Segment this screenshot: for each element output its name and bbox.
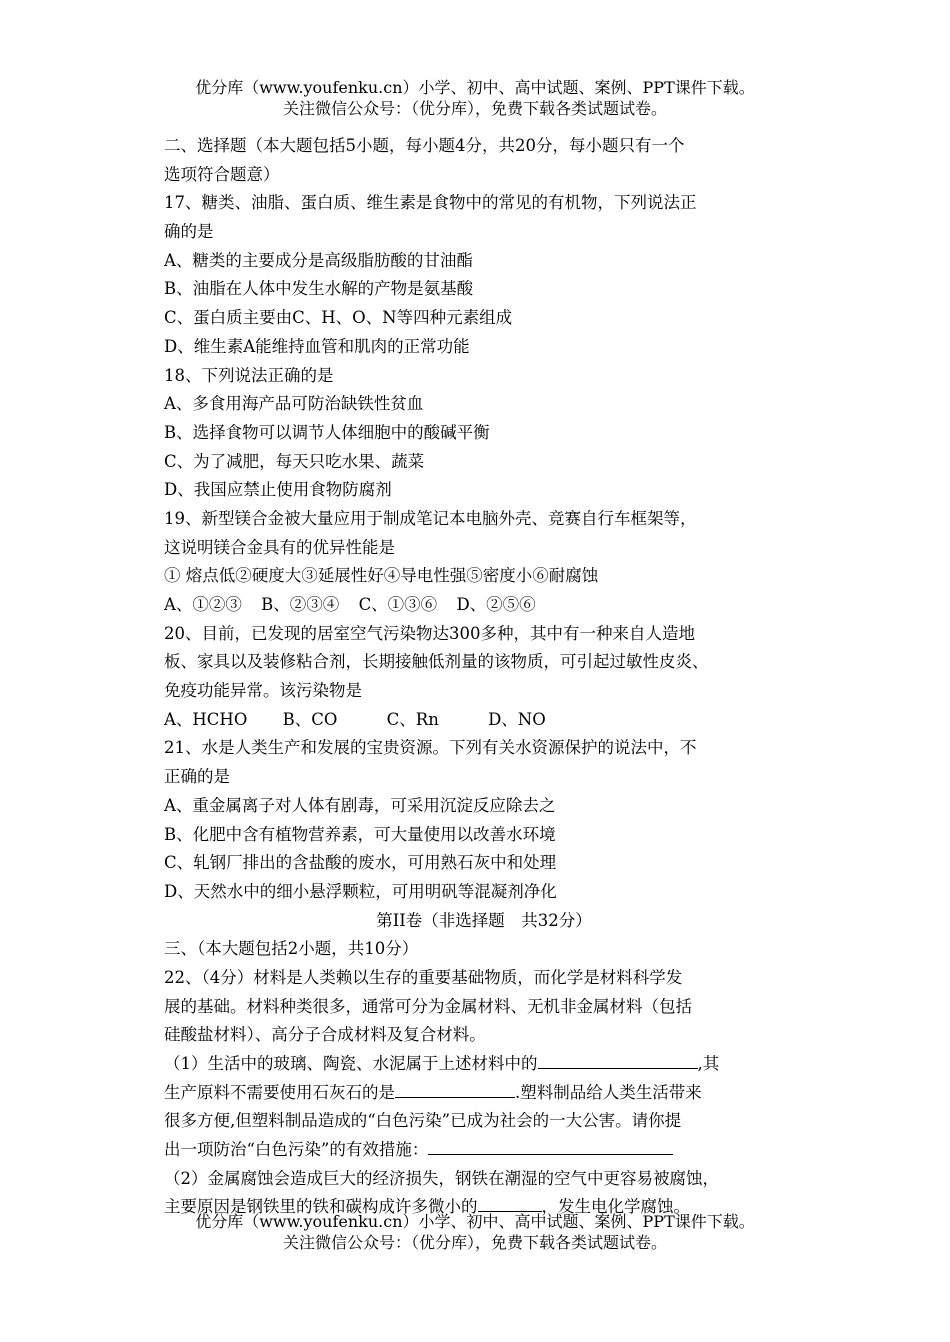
q19-properties: ① 熔点低②硬度大③延展性好④导电性强⑤密度小⑥耐腐蚀 [164, 566, 599, 586]
part-2-title: 第II卷（非选择题 共32分） [376, 910, 592, 930]
footer-line-2: 关注微信公众号：（优分库），免费下载各类试题试卷。 [282, 1233, 667, 1252]
q20-stem-cont-2: 免疫功能异常。该污染物是 [164, 681, 362, 701]
q21-option-c: C、轧钢厂排出的含盐酸的废水，可用熟石灰中和处理 [164, 853, 557, 873]
exam-body [164, 132, 804, 1222]
q21-stem-cont: 正确的是 [164, 767, 230, 787]
q19-options [164, 591, 804, 620]
q20-option-d: D、NO [488, 709, 546, 729]
q20-option-c: C、Rn [386, 709, 439, 729]
q22-part1-text-2: 生产原料不需要使用石灰石的是 [164, 1082, 395, 1102]
q22-part1-line1 [164, 1050, 804, 1079]
q22-part2-line1: （2）金属腐蚀会造成巨大的经济损失，钢铁在潮湿的空气中更容易被腐蚀， [164, 1168, 719, 1188]
q22-part1-text-end: ,其 [697, 1054, 720, 1073]
q20-options [164, 706, 804, 735]
q20-option-a: A、HCHO [164, 709, 248, 729]
answer-blank-2[interactable] [395, 1079, 515, 1098]
answer-blank-3[interactable] [428, 1136, 673, 1155]
q19-option-c: C、①③⑥ [358, 595, 438, 614]
q22-part1-text-2-end: .塑料制品给人类生活带来 [515, 1082, 702, 1102]
q22-part2-text: 主要原因是钢铁里的铁和碳构成许多微小的 [164, 1197, 478, 1217]
q19-option-b: B、②③④ [261, 595, 340, 614]
q22-stem: 22、（4分）材料是人类赖以生存的重要基础物质，而化学是材料科学发 [164, 967, 683, 987]
q19-stem-cont: 这说明镁合金具有的优异性能是 [164, 537, 395, 557]
q21-option-b: B、化肥中含有植物营养素，可大量使用以改善水环境 [164, 824, 556, 844]
q17-option-c: C、蛋白质主要由C、H、O、N等四种元素组成 [164, 308, 513, 328]
q18-option-c: C、为了减肥，每天只吃水果、蔬菜 [164, 451, 425, 471]
q17-stem-cont: 确的是 [164, 222, 214, 242]
q17-option-d: D、维生素A能维持血管和肌肉的正常功能 [164, 336, 470, 356]
q18-option-d: D、我国应禁止使用食物防腐剂 [164, 480, 392, 500]
q17-option-b: B、油脂在人体中发生水解的产物是氨基酸 [164, 279, 474, 299]
answer-blank-4[interactable] [478, 1193, 542, 1212]
q17-option-a: A、糖类的主要成分是高级脂肪酸的甘油酯 [164, 250, 473, 270]
q21-option-d: D、天然水中的细小悬浮颗粒，可用明矾等混凝剂净化 [164, 881, 557, 901]
q22-part1-text: （1）生活中的玻璃、陶瓷、水泥属于上述材料中的 [164, 1054, 538, 1073]
footer-line-1: 优分库（www.youfenku.cn）小学、初中、高中试题、案例、PPT课件下载。 [195, 1212, 755, 1231]
q22-part2-text-end: ，发生电化学腐蚀。 [541, 1197, 690, 1217]
q22-part1-line4 [164, 1136, 804, 1165]
q18-option-a: A、多食用海产品可防治缺铁性贫血 [164, 394, 424, 414]
header-line-1: 优分库（www.youfenku.cn）小学、初中、高中试题、案例、PPT课件下载。 [195, 78, 755, 97]
q20-stem-cont: 板、家具以及装修粘合剂，长期接触低剂量的该物质，可引起过敏性皮炎、 [164, 652, 709, 672]
section-2-title: 二、选择题（本大题包括5小题，每小题4分，共20分，每小题只有一个 [164, 136, 685, 155]
q21-option-a: A、重金属离子对人体有剧毒，可采用沉淀反应除去之 [164, 795, 556, 815]
answer-blank-1[interactable] [538, 1050, 698, 1069]
q19-option-d: D、②⑤⑥ [456, 595, 536, 614]
q22-part1-line2 [164, 1079, 804, 1108]
q21-stem: 21、水是人类生产和发展的宝贵资源。下列有关水资源保护的说法中，不 [164, 738, 697, 758]
q20-stem: 20、目前，已发现的居室空气污染物达300多种，其中有一种来自人造地 [164, 623, 695, 643]
section-2-title-cont: 选项符合题意） [164, 164, 280, 184]
q18-stem: 18、下列说法正确的是 [164, 365, 334, 385]
q22-part1-line3: 很多方便,但塑料制品造成的“白色污染”已成为社会的一大公害。请你提 [164, 1111, 682, 1131]
q19-stem: 19、新型镁合金被大量应用于制成笔记本电脑外壳、竞赛自行车框架等， [164, 508, 697, 528]
q22-stem-cont: 展的基础。材料种类很多，通常可分为金属材料、无机非金属材料（包括 [164, 996, 692, 1016]
q22-stem-cont-2: 硅酸盐材料）、高分子合成材料及复合材料。 [164, 1025, 486, 1045]
q17-stem: 17、糖类、油脂、蛋白质、维生素是食物中的常见的有机物，下列说法正 [164, 193, 697, 213]
q20-option-b: B、CO [282, 709, 338, 729]
q22-part1-text-4: 出一项防治“白色污染”的有效措施： [164, 1140, 429, 1160]
q18-option-b: B、选择食物可以调节人体细胞中的酸碱平衡 [164, 422, 490, 442]
header-line-2: 关注微信公众号：（优分库），免费下载各类试题试卷。 [282, 99, 667, 118]
q19-option-a: A、①②③ [164, 595, 242, 614]
section-3-title: 三、（本大题包括2小题，共10分） [164, 939, 419, 959]
